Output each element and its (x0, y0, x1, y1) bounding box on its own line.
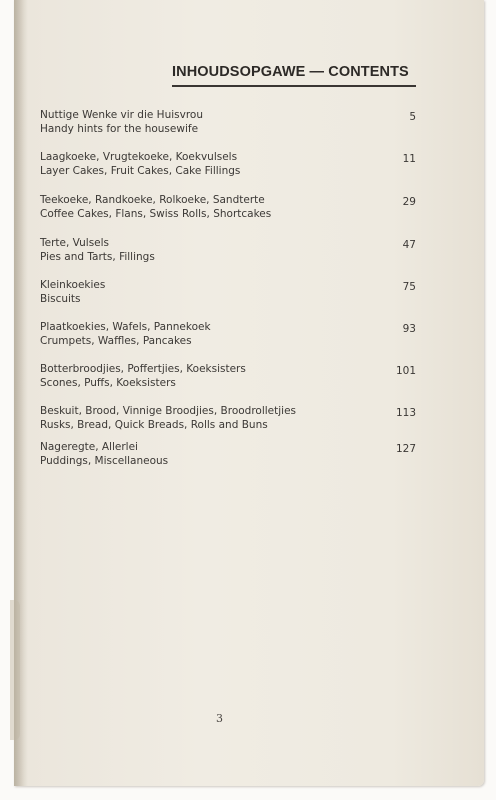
toc-title-afrikaans: Terte, Vulsels (40, 237, 110, 249)
toc-title-afrikaans: Plaatkoekies, Wafels, Pannekoek (40, 321, 211, 333)
toc-title-english: Scones, Puffs, Koeksisters (40, 377, 176, 389)
toc-entry (40, 320, 416, 348)
spine-shadow (14, 0, 28, 786)
toc-page-number: 29 (402, 196, 416, 208)
title-underline (172, 85, 416, 87)
toc-title-afrikaans: Beskuit, Brood, Vinnige Broodjies, Broodrolletjies (40, 405, 297, 417)
toc-page-number: 127 (395, 443, 416, 455)
toc-entry (40, 236, 416, 264)
toc-title-afrikaans: Nageregte, Allerlei (40, 441, 138, 453)
toc-entry (40, 440, 416, 468)
toc-entry (40, 193, 416, 221)
page-folio-number: 3 (216, 712, 223, 725)
toc-title-english: Coffee Cakes, Flans, Swiss Rolls, Shortcakes (40, 208, 272, 220)
page-title: INHOUDSOPGAWE — CONTENTS (172, 64, 409, 80)
toc-entry (40, 150, 416, 178)
toc-title-afrikaans: Botterbroodjies, Poffertjies, Koeksisters (40, 363, 246, 375)
toc-title-afrikaans: Nuttige Wenke vir die Huisvrou (40, 109, 203, 121)
toc-title-english: Rusks, Bread, Quick Breads, Rolls and Buns (40, 419, 268, 431)
toc-entry (40, 108, 416, 136)
toc-title-english: Pies and Tarts, Fillings (40, 251, 155, 263)
toc-title-afrikaans: Kleinkoekies (40, 279, 106, 291)
toc-page-number: 113 (395, 407, 416, 419)
toc-title-english: Crumpets, Waffles, Pancakes (40, 335, 192, 347)
toc-page-number: 11 (402, 153, 416, 165)
toc-entry (40, 404, 416, 432)
toc-title-english: Biscuits (40, 293, 81, 305)
toc-page-number: 75 (402, 281, 416, 293)
toc-page-number: 5 (409, 111, 416, 123)
toc-page-number: 93 (402, 323, 416, 335)
toc-title-afrikaans: Teekoeke, Randkoeke, Rolkoeke, Sandterte (40, 194, 265, 206)
toc-page-number: 47 (402, 239, 416, 251)
toc-entry (40, 362, 416, 390)
toc-title-english: Handy hints for the housewife (40, 123, 199, 135)
toc-title-afrikaans: Laagkoeke, Vrugtekoeke, Koekvulsels (40, 151, 238, 163)
toc-entry (40, 278, 416, 306)
toc-title-english: Layer Cakes, Fruit Cakes, Cake Fillings (40, 165, 241, 177)
toc-page-number: 101 (395, 365, 416, 377)
toc-title-english: Puddings, Miscellaneous (40, 455, 169, 467)
